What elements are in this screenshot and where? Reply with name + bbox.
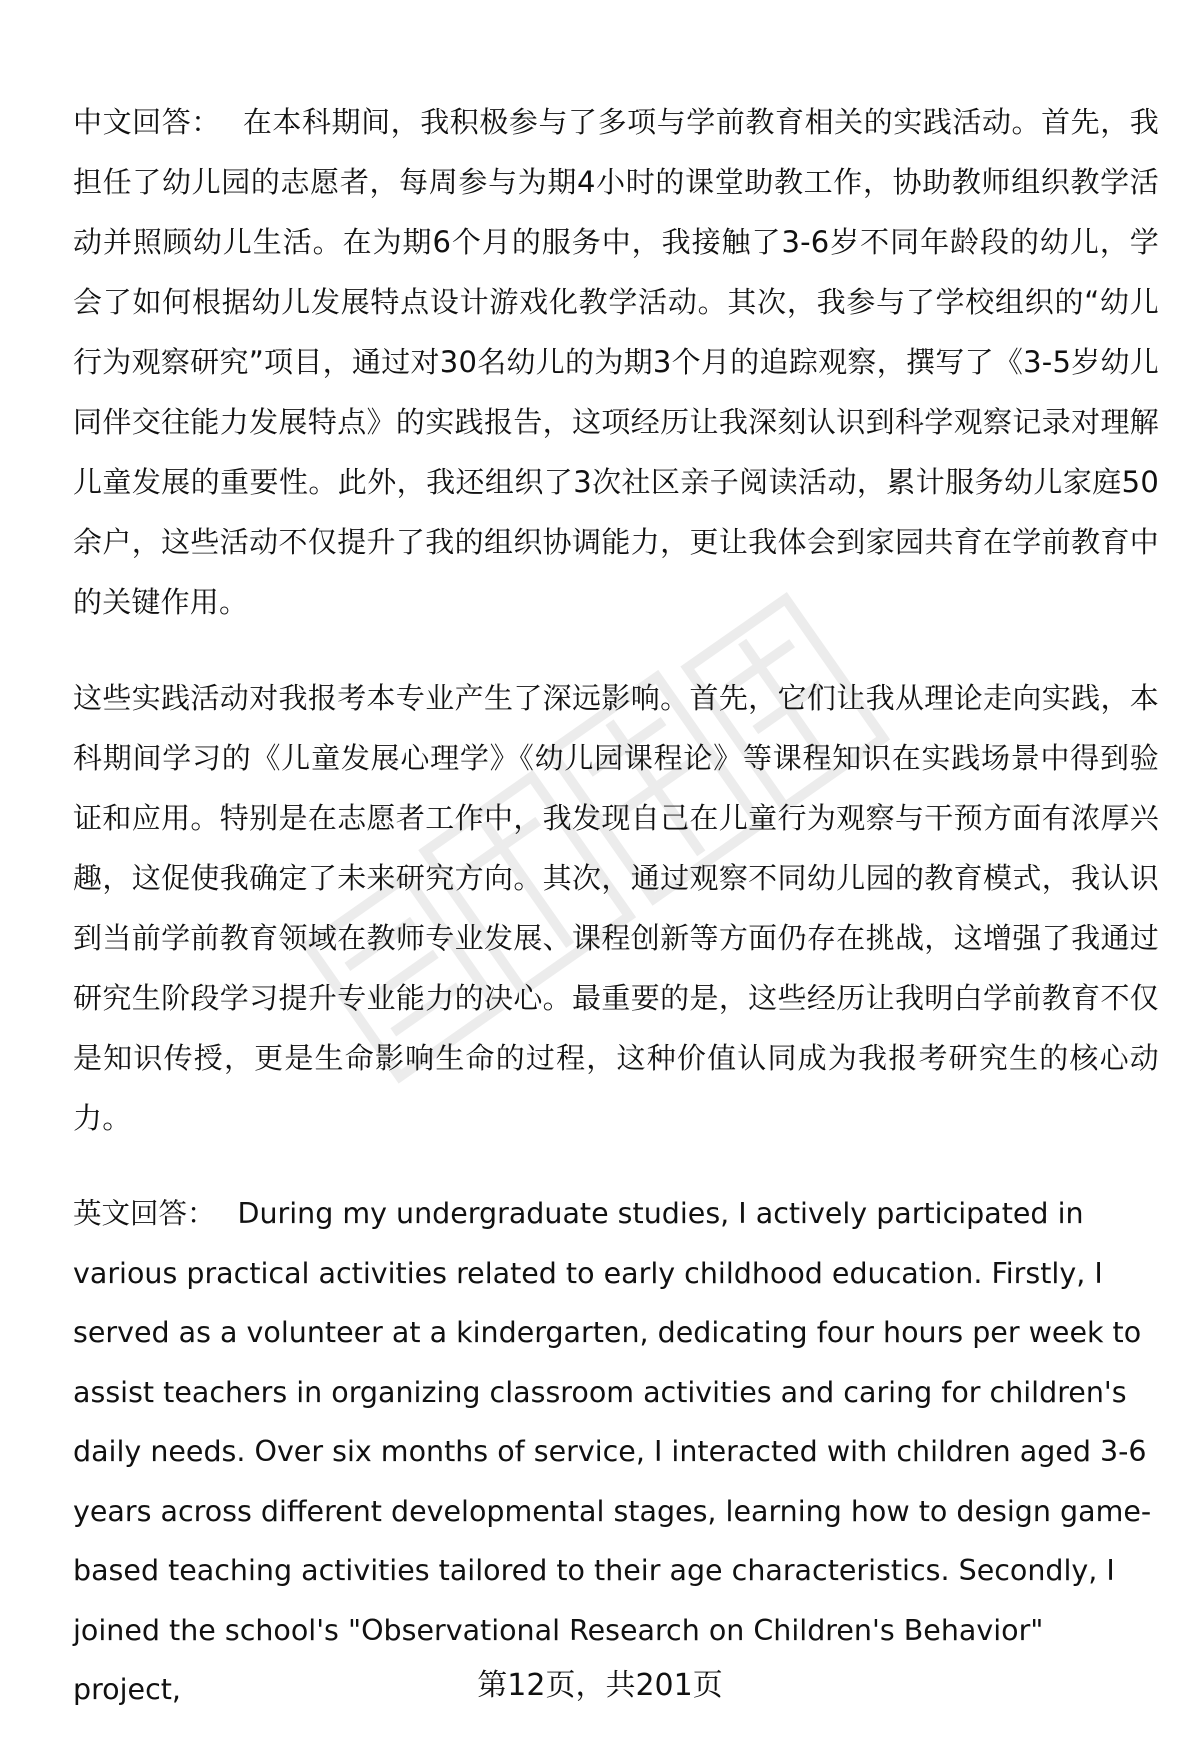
page-number-footer: 第12页，共201页 xyxy=(477,1668,723,1703)
paragraph-english-answer xyxy=(73,1184,1159,1720)
paragraph-text: During my undergraduate studies, I actively participated in various practical activities related to early childhood education. Firstly, I served as a volunteer at a kindergarten, dedicating four hours per week to assist teachers in organizing classroom activities and caring for children's daily needs. Over six months of service, I interacted with children aged 3-6 years across different developmental stages, learning how to design game-based teaching activities tailored to their age characteristics. Secondly, I joined the school's "Observational Research on Children's Behavior" project, xyxy=(73,1197,1152,1706)
answer-label: 英文回答： xyxy=(73,1197,216,1230)
paragraph-text: 在本科期间，我积极参与了多项与学前教育相关的实践活动。首先，我担任了幼儿园的志愿者，每周参与为期4小时的课堂助教工作，协助教师组织教学活动并照顾幼儿生活。在为期6个月的服务中，我接触了3-6岁不同年龄段的幼儿，学会了如何根据幼儿发展特点设计游戏化教学活动。其次，我参与了学校组织的“幼儿行为观察研究”项目，通过对30名幼儿的为期3个月的追踪观察，撰写了《3-5岁幼儿同伴交往能力发展特点》的实践报告，这项经历让我深刻认识到科学观察记录对理解儿童发展的重要性。此外，我还组织了3次社区亲子阅读活动，累计服务幼儿家庭50余户，这些活动不仅提升了我的组织协调能力，更让我体会到家园共育在学前教育中的关键作用。 xyxy=(73,105,1159,619)
answer-label: 中文回答： xyxy=(73,105,221,139)
paragraph-impact xyxy=(73,668,1159,1148)
paragraph-chinese-answer xyxy=(73,92,1159,632)
document-body xyxy=(73,92,1159,1756)
paragraph-text: 这些实践活动对我报考本专业产生了深远影响。首先，它们让我从理论走向实践，本科期间学习的《儿童发展心理学》《幼儿园课程论》等课程知识在实践场景中得到验证和应用。特别是在志愿者工作中，我发现自己在儿童行为观察与干预方面有浓厚兴趣，这促使我确定了未来研究方向。其次，通过观察不同幼儿园的教育模式，我认识到当前学前教育领域在教师专业发展、课程创新等方面仍存在挑战，这增强了我通过研究生阶段学习提升专业能力的决心。最重要的是，这些经历让我明白学前教育不仅是知识传授，更是生命影响生命的过程，这种价值认同成为我报考研究生的核心动力。 xyxy=(73,681,1159,1135)
